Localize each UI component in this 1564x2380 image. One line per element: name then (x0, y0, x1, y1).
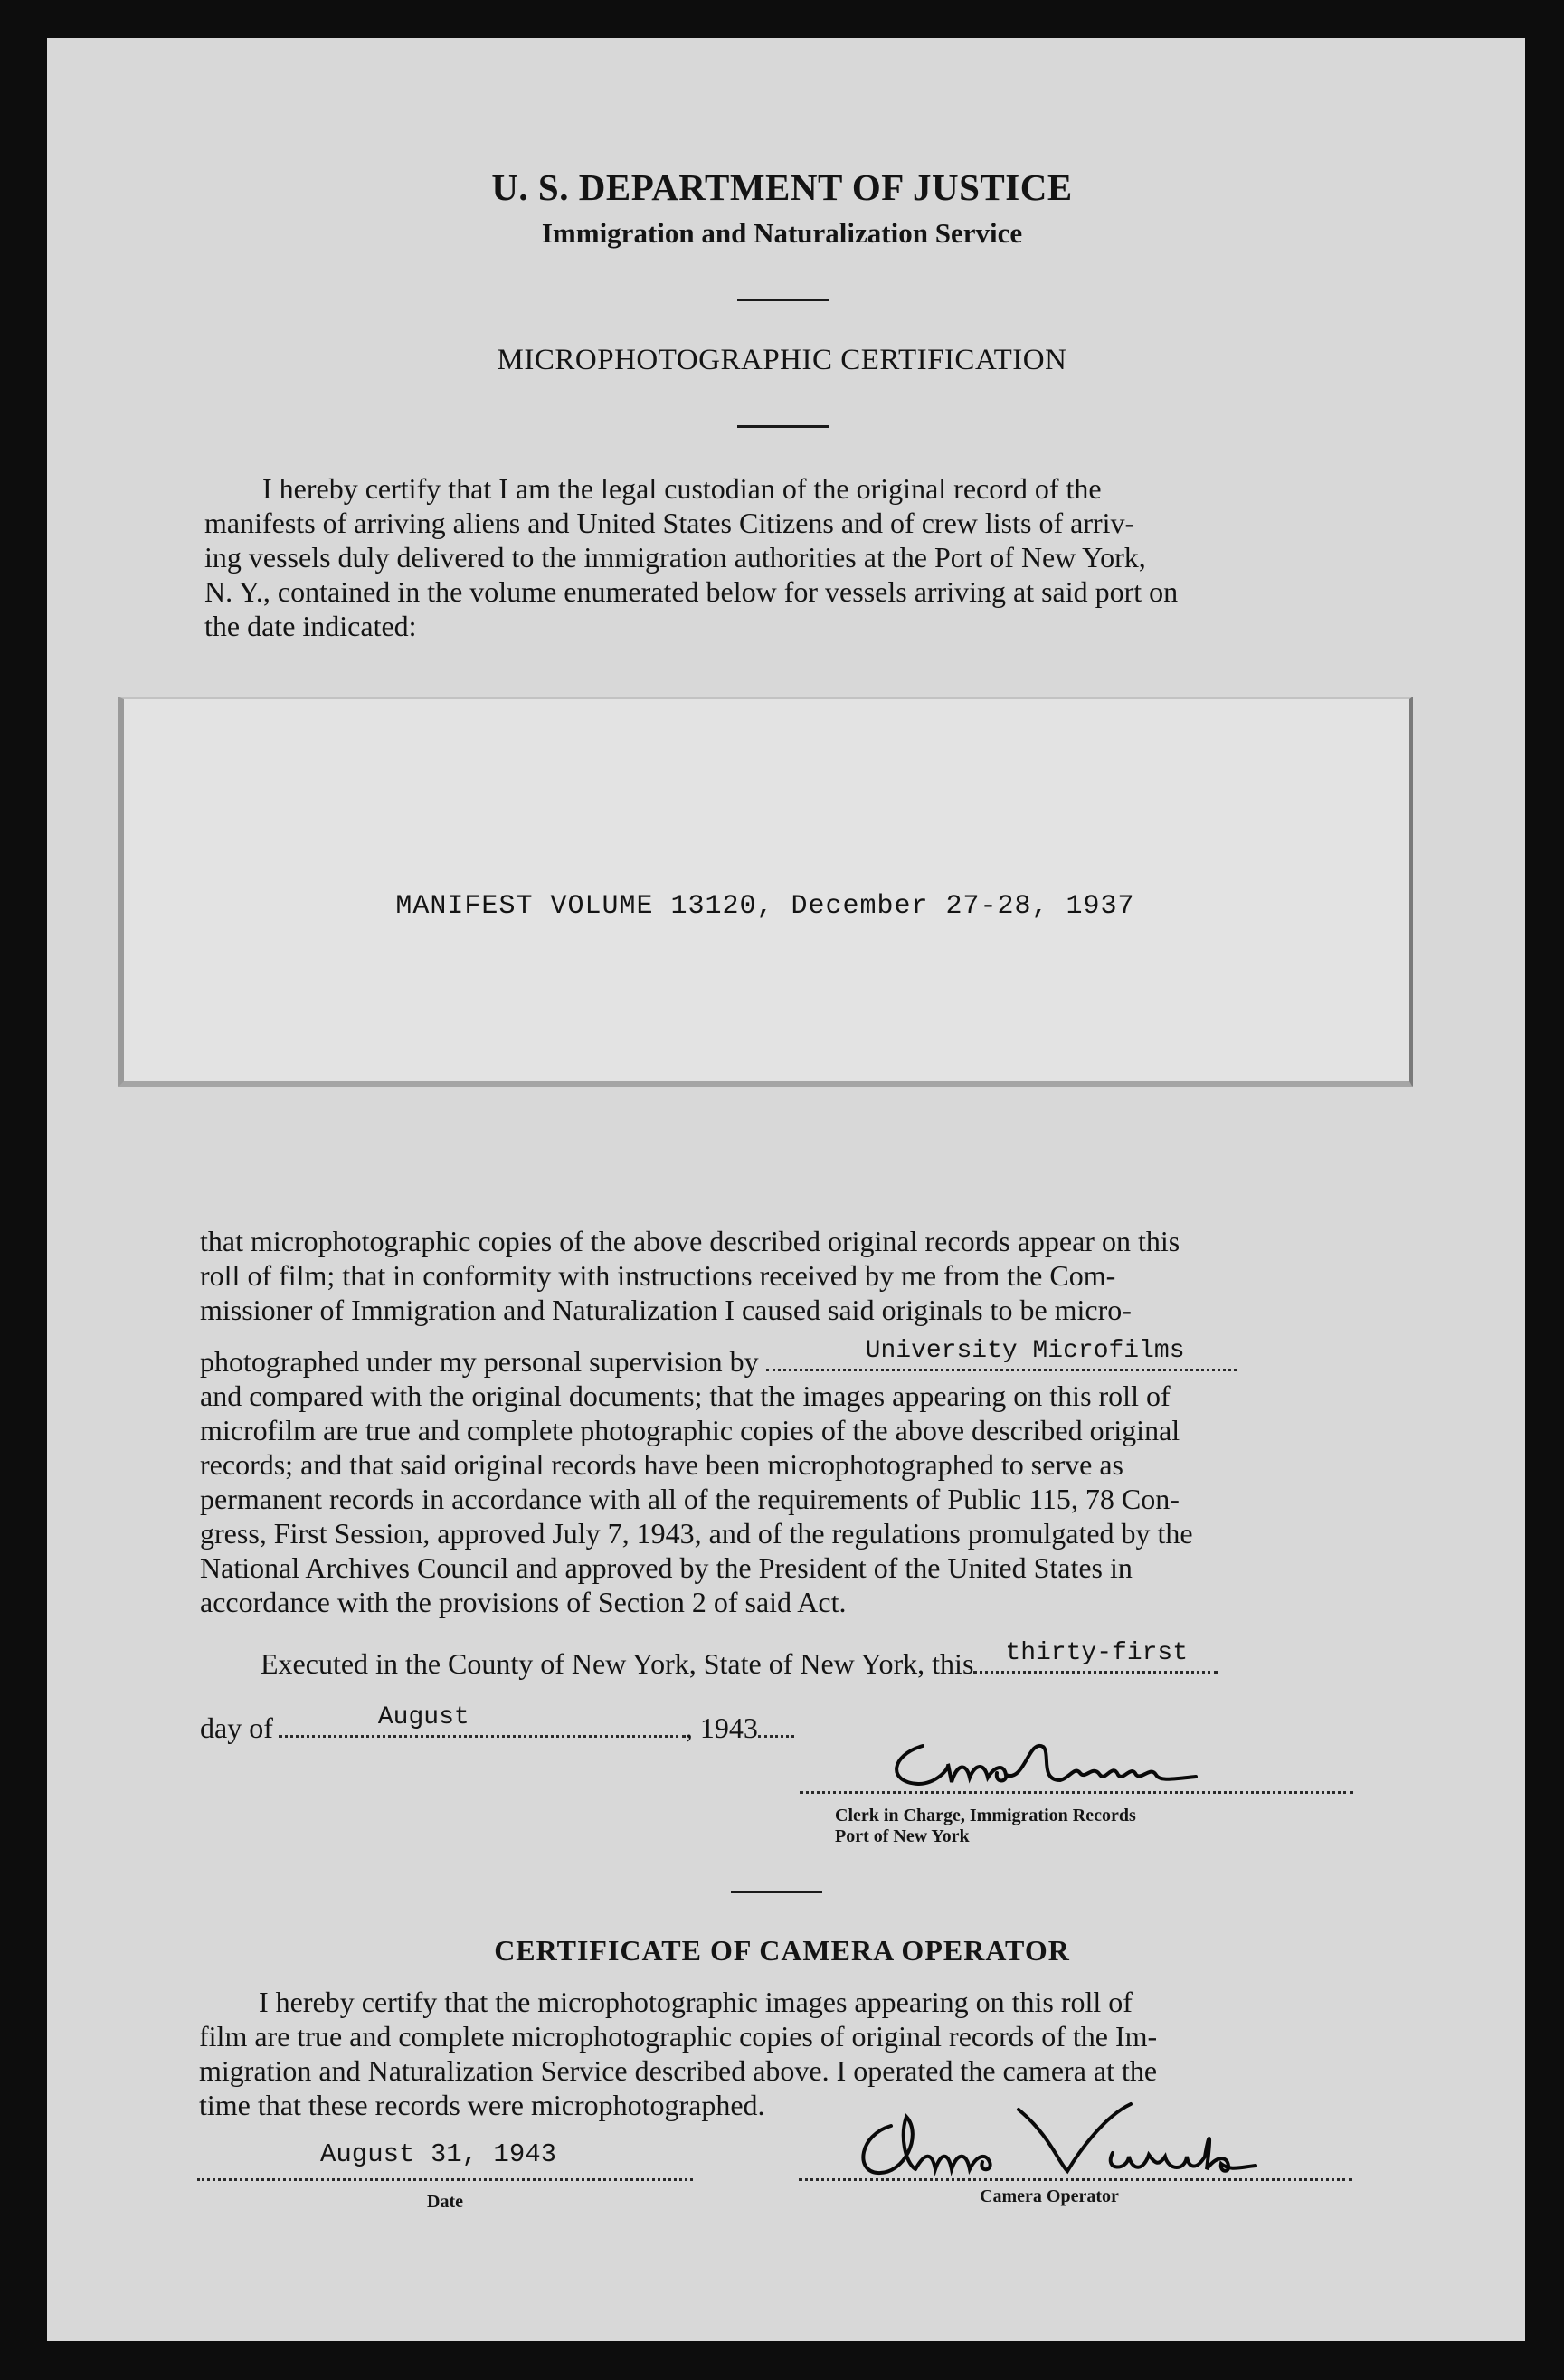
manifest-volume-typed: MANIFEST VOLUME 13120, December 27-28, 1937 (395, 891, 1135, 922)
camera-operator-signature (841, 2099, 1312, 2189)
photographed-by-field (766, 1337, 1237, 1371)
clerk-caption (835, 1806, 1136, 1847)
body-line: that microphotographic copies of the above described original records appear on this (200, 1225, 1180, 1257)
camera-line: film are true and complete microphotographic copies of original records of the Im- (199, 2020, 1158, 2053)
date-label: Date (427, 2192, 463, 2212)
clerk-title: Clerk in Charge, Immigration Records (835, 1806, 1136, 1825)
executed-day-value: thirty-first (1005, 1639, 1189, 1667)
executed-month-value: August (377, 1703, 469, 1731)
department-heading: U. S. DEPARTMENT OF JUSTICE (491, 166, 1073, 208)
photographed-prefix: photographed under my personal supervision by (200, 1345, 759, 1378)
executed-day-field (973, 1639, 1218, 1674)
divider-rule (731, 1891, 822, 1893)
intro-line: I hereby certify that I am the legal custodian of the original record of the (262, 472, 1102, 505)
service-subheading: Immigration and Naturalization Service (541, 217, 1023, 249)
body-line: permanent records in accordance with all of the requirements of Public 115, 78 Con- (200, 1483, 1180, 1515)
camera-certificate-title: CERTIFICATE OF CAMERA OPERATOR (494, 1934, 1070, 1967)
intro-line: manifests of arriving aliens and United States Citizens and of crew lists of arriv- (204, 507, 1135, 539)
clerk-signature (868, 1728, 1330, 1800)
divider-rule (737, 425, 829, 428)
camera-operator-label: Camera Operator (980, 2186, 1119, 2206)
intro-line: ing vessels duly delivered to the immigration authorities at the Port of New York, (204, 541, 1146, 574)
year-trailing-dots (758, 1713, 794, 1738)
certification-title: MICROPHOTOGRAPHIC CERTIFICATION (497, 344, 1067, 376)
camera-line: I hereby certify that the microphotographic images appearing on this roll of (259, 1986, 1133, 2018)
camera-operator-line (799, 2178, 1352, 2181)
photographed-by-row (200, 1337, 1237, 1379)
day-of-label: day of (200, 1712, 273, 1744)
body-line: National Archives Council and approved by the President of the United States in (200, 1551, 1133, 1584)
intro-line: N. Y., contained in the volume enumerated below for vessels arriving at said port on (204, 575, 1179, 608)
camera-date-value: August 31, 1943 (320, 2139, 557, 2169)
intro-paragraph (204, 471, 1362, 643)
executed-year: , 1943 (685, 1712, 758, 1744)
executed-prefix: Executed in the County of New York, State of New York, this (261, 1647, 974, 1680)
body-line: missioner of Immigration and Naturalization I caused said originals to be micro- (200, 1294, 1132, 1326)
body-line: microfilm are true and complete photographic copies of the above described original (200, 1414, 1180, 1446)
photographed-by-value: University Microfilms (865, 1337, 1185, 1365)
camera-line: migration and Naturalization Service described above. I operated the camera at the (199, 2054, 1158, 2087)
clerk-signature-line (800, 1791, 1353, 1794)
date-line (197, 2178, 693, 2181)
intro-line: the date indicated: (204, 610, 417, 642)
executed-month-row (200, 1703, 794, 1745)
body-paragraph (200, 1224, 1363, 1327)
body-line: accordance with the provisions of Section 2 of said Act. (200, 1586, 847, 1618)
body-line: records; and that said original records have been microphotographed to serve as (200, 1448, 1123, 1481)
body-paragraph-continued (200, 1379, 1363, 1619)
divider-rule (737, 299, 829, 301)
executed-row (261, 1639, 1218, 1681)
camera-line: time that these records were microphotographed. (199, 2089, 765, 2121)
body-line: roll of film; that in conformity with instructions received by me from the Com- (200, 1259, 1116, 1292)
body-line: and compared with the original documents; that the images appearing on this roll of (200, 1380, 1171, 1412)
clerk-location: Port of New York (835, 1826, 970, 1846)
executed-month-field (279, 1703, 686, 1738)
body-line: gress, First Session, approved July 7, 1943, and of the regulations promulgated by the (200, 1517, 1193, 1550)
